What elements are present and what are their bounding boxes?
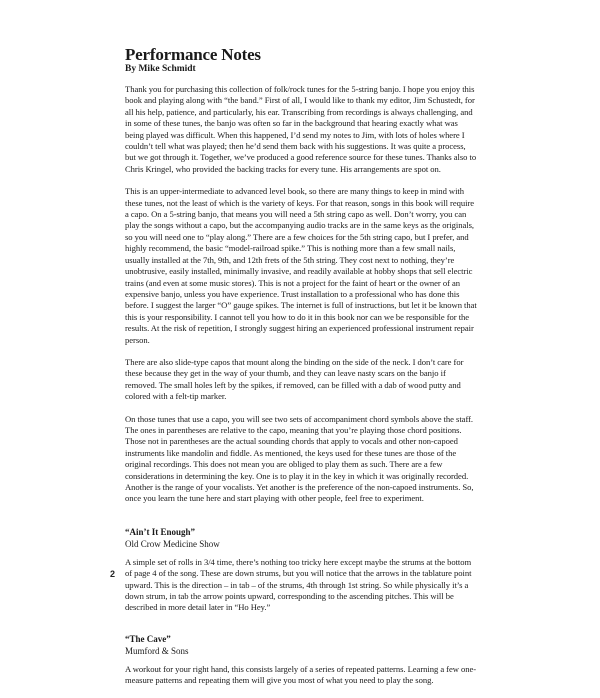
song-title: “The Cave”: [125, 633, 171, 644]
intro-paragraph-2: This is an upper-intermediate to advanced level book, so there are many things to keep in mind with these tunes, not the least of which is the variety of keys. For that reason, songs in this book will require a capo. On a 5-string banjo, that means you will need a 5th string capo as well. Don’t worry, you can play the songs without a capo, but the accompanying audio tracks are in the same keys as the originals, so you will need one to “play along.” There are a few choices for the 5th string capo, but I prefer, and highly recommend, the basic “model-railroad spike.” This is nothing more than a few small nails, usually installed at the 7th, 9th, and 12th frets of the 5th string. They cost next to nothing, they’re unobtrusive, easily installed, minimally invasive, and readily available at hobby shops that sell electric trains (and even at some music stores). This is not a project for the faint of heart or the owner of an expensive banjo, unless you have experience. Trust installation to a professional who has done this before. I suggest the larger “O” gauge spikes. The internet is full of instructions, but let it be known that this is your responsibility. I cannot tell you how to do it in this book nor can we be responsible for the results. At the risk of repetition, I strongly suggest hiring an experienced professional instrument repair person.: [125, 186, 477, 345]
intro-paragraph-3: There are also slide-type capos that mount along the binding on the side of the neck. I don’t care for these because they get in the way of your thumb, and they can leave nasty scars on the banjo if removed. The small holes left by the spikes, if removed, can be filled with a dab of wood putty and colored with a felt-tip marker.: [125, 356, 464, 402]
song-section-the-cave: [125, 634, 477, 687]
intro-paragraph-4: On those tunes that use a capo, you will see two sets of accompaniment chord symbols above the staff. The ones in parentheses are relative to the capo, meaning that you’re playing those chord positions. Those not in parentheses are the actual sounding chords that apply to vocals and other non-capoed instruments like mandolin and fiddle. As mentioned, the keys used for these tunes are those of the original recordings. This does not mean you are obliged to play them as such. There are a few considerations in determining the key. One is to play it in the key in which it was originally recorded. Another is the range of your vocalists. Yet another is the preference of the non-capoed instruments. So, once you learn the tune here and start playing with other people, feel free to experiment.: [125, 413, 474, 504]
song-notes: A simple set of rolls in 3/4 time, there’s nothing too tricky here except maybe the strums at the bottom of page 4 of the song. These are down strums, but you will notice that the arrows in the tablature point upward. This is the direction – in tab – of the strums, 4th through 1st string. So while physically it’s a down strum, in tab the arrow points upward, corresponding to the ascending pitches. This will be described in more detail later in “Ho Hey.”: [125, 556, 472, 613]
song-title: “Ain’t It Enough”: [125, 526, 196, 537]
page-number: 2: [110, 569, 116, 579]
intro-paragraph-1: Thank you for purchasing this collection of folk/rock tunes for the 5-string banjo. I hope you enjoy this book and playing along with “the band.” First of all, I would like to thank my editor, Jim Schustedt, for all his help, patience, and particularly, his ear. Transcribing from recordings is always challenging, and in some of these tunes, the banjo was often so far in the background that hearing exactly what was being played was difficult. When this happened, I’d send my notes to Jim, with lots of holes where I couldn’t tell what was played; then he’d send them back with his suggestions. It was quite a process, but we got through it. Together, we’ve produced a good reference source for these tunes. Thanks also to Chris Kringel, who provided the backing tracks for every tune. His arrangements are spot on.: [125, 84, 477, 174]
song-artist: Mumford & Sons: [125, 645, 189, 656]
song-artist: Old Crow Medicine Show: [125, 538, 220, 549]
song-notes: A workout for your right hand, this consists largely of a series of repeated patterns. Learning a few one-measure patterns and repeating them will give you most of what you need to play the song.: [125, 663, 477, 686]
song-section-aint-it-enough: [125, 527, 477, 614]
author-byline: By Mike Schmidt: [125, 64, 196, 74]
page-title: Performance Notes: [125, 45, 261, 64]
